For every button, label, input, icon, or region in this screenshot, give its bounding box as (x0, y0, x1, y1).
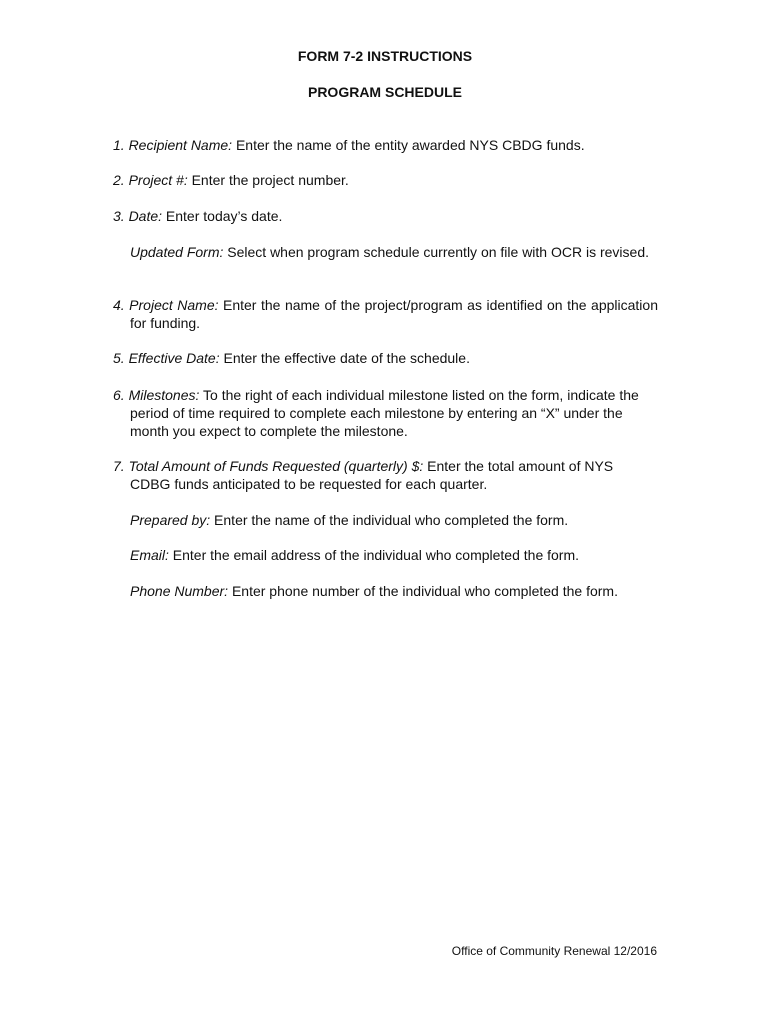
instruction-text: Enter the email address of the individual who completed the form. (168, 547, 580, 563)
instruction-text: Enter the effective date of the schedule. (219, 350, 470, 366)
instruction-text: Enter today’s date. (162, 208, 283, 224)
instruction-text: Enter the name of the entity awarded NYS CBDG funds. (232, 137, 585, 153)
instruction-lead: 7. Total Amount of Funds Requested (quarterly) $: (113, 458, 424, 474)
instruction-total-funds (113, 457, 628, 493)
instruction-text: Enter phone number of the individual who completed the form. (228, 583, 618, 599)
instruction-lead: Updated Form: (130, 244, 224, 260)
instruction-effective-date (113, 349, 658, 367)
instruction-lead: 1. Recipient Name: (113, 137, 233, 153)
form-title: FORM 7-2 INSTRUCTIONS (297, 48, 473, 64)
instruction-lead: 5. Effective Date: (113, 350, 220, 366)
instruction-lead: 2. Project #: (113, 172, 188, 188)
instruction-milestones (113, 386, 658, 440)
form-subtitle: PROGRAM SCHEDULE (307, 84, 462, 100)
instruction-lead: 6. Milestones: (113, 387, 200, 403)
instruction-text: Enter the project number. (187, 172, 349, 188)
instruction-project-name (113, 296, 658, 332)
instruction-lead: Phone Number: (130, 583, 229, 599)
instruction-date (113, 207, 658, 225)
instruction-text: To the right of each individual milestone listed on the form, indicate the period of time required to complete each milestone by entering an “X” under the month you expect to complete the milestone. (130, 387, 639, 439)
instruction-lead: 3. Date: (113, 208, 163, 224)
instruction-lead: Email: (130, 547, 169, 563)
instruction-lead: Prepared by: (130, 512, 211, 528)
instruction-text: Enter the total amount of NYS CDBG funds anticipated to be requested for each quarter. (130, 458, 614, 492)
instruction-text: Select when program schedule currently on file with OCR is revised. (223, 244, 650, 260)
instruction-recipient-name (113, 136, 658, 154)
instruction-email (130, 546, 658, 564)
instruction-updated-form (130, 243, 658, 261)
instruction-phone-number (130, 582, 658, 600)
instruction-lead: 4. Project Name: (113, 297, 219, 313)
instruction-text: Enter the name of the project/program as identified on the application for funding. (130, 297, 658, 331)
page-footer: Office of Community Renewal 12/2016 (451, 944, 657, 958)
instruction-text: Enter the name of the individual who completed the form. (210, 512, 569, 528)
instruction-prepared-by (130, 511, 658, 529)
instruction-project-number (113, 171, 658, 189)
